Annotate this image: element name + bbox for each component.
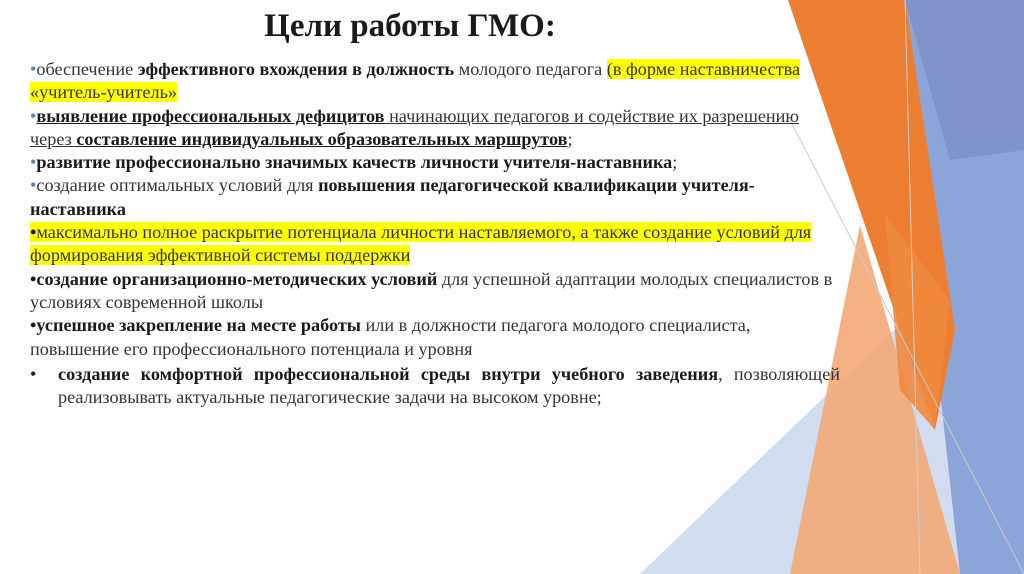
item-text: , позволяющей реализовывать актуальные педагогические задачи на высоком уровне; (58, 363, 840, 408)
item-text: молодого педагога (454, 59, 607, 79)
item-text-bold: успешное закрепление на месте работы (36, 315, 361, 336)
bullet-marker: • (30, 315, 37, 336)
list-item (30, 58, 840, 105)
item-text: ; (672, 152, 678, 173)
list-item (30, 151, 840, 174)
item-text-bold: создание комфортной профессиональной среды внутри учебного заведения (58, 363, 719, 384)
item-text-bold: развитие профессионально значимых качеств личности учителя-наставника (36, 152, 673, 173)
item-text-bold: составление индивидуальных образовательных маршрутов (76, 128, 568, 149)
item-text: или в должности педагога молодого специалиста, повышение его профессионального потенциала и уровня (30, 315, 751, 359)
bullet-marker: • (30, 152, 37, 173)
bullet-marker: • (30, 175, 37, 196)
list-item (30, 268, 840, 315)
item-text: ; (567, 128, 573, 149)
item-text-bold: создание организационно-методических условий (36, 268, 438, 289)
item-text-bold: повышения педагогической квалификации учителя-наставника (30, 175, 755, 219)
item-text-bold: выявление профессиональных дефицитов (36, 105, 385, 126)
bullet-marker: • (30, 222, 37, 243)
list-item (30, 174, 840, 221)
list-item (30, 105, 840, 152)
item-text-highlighted: (в форме наставничества «учитель-учитель» (30, 59, 801, 103)
bullet-marker: • (30, 105, 37, 126)
bullet-marker: • (30, 363, 37, 384)
item-text: обеспечение (36, 59, 138, 79)
item-text-bold: эффективного вхождения в должность (137, 59, 455, 79)
goals-list (30, 58, 840, 409)
bullet-marker: • (30, 59, 37, 79)
slide-title: Цели работы ГМО: (264, 8, 556, 44)
bullet-marker: • (30, 268, 37, 289)
item-text: для успешной адаптации молодых специалистов в условиях современной школы (30, 268, 833, 312)
list-item (30, 363, 840, 410)
list-item (30, 314, 840, 361)
item-text-highlighted: максимально полное раскрытие потенциала личности наставляемого, а также создание условий для формирования эффективной системы поддержки (30, 222, 812, 266)
list-item (30, 221, 840, 268)
item-text-block (58, 363, 840, 410)
item-text: начинающих педагогов и содействие их разрешению через (30, 105, 799, 149)
item-text: создание оптимальных условий для (36, 175, 319, 196)
